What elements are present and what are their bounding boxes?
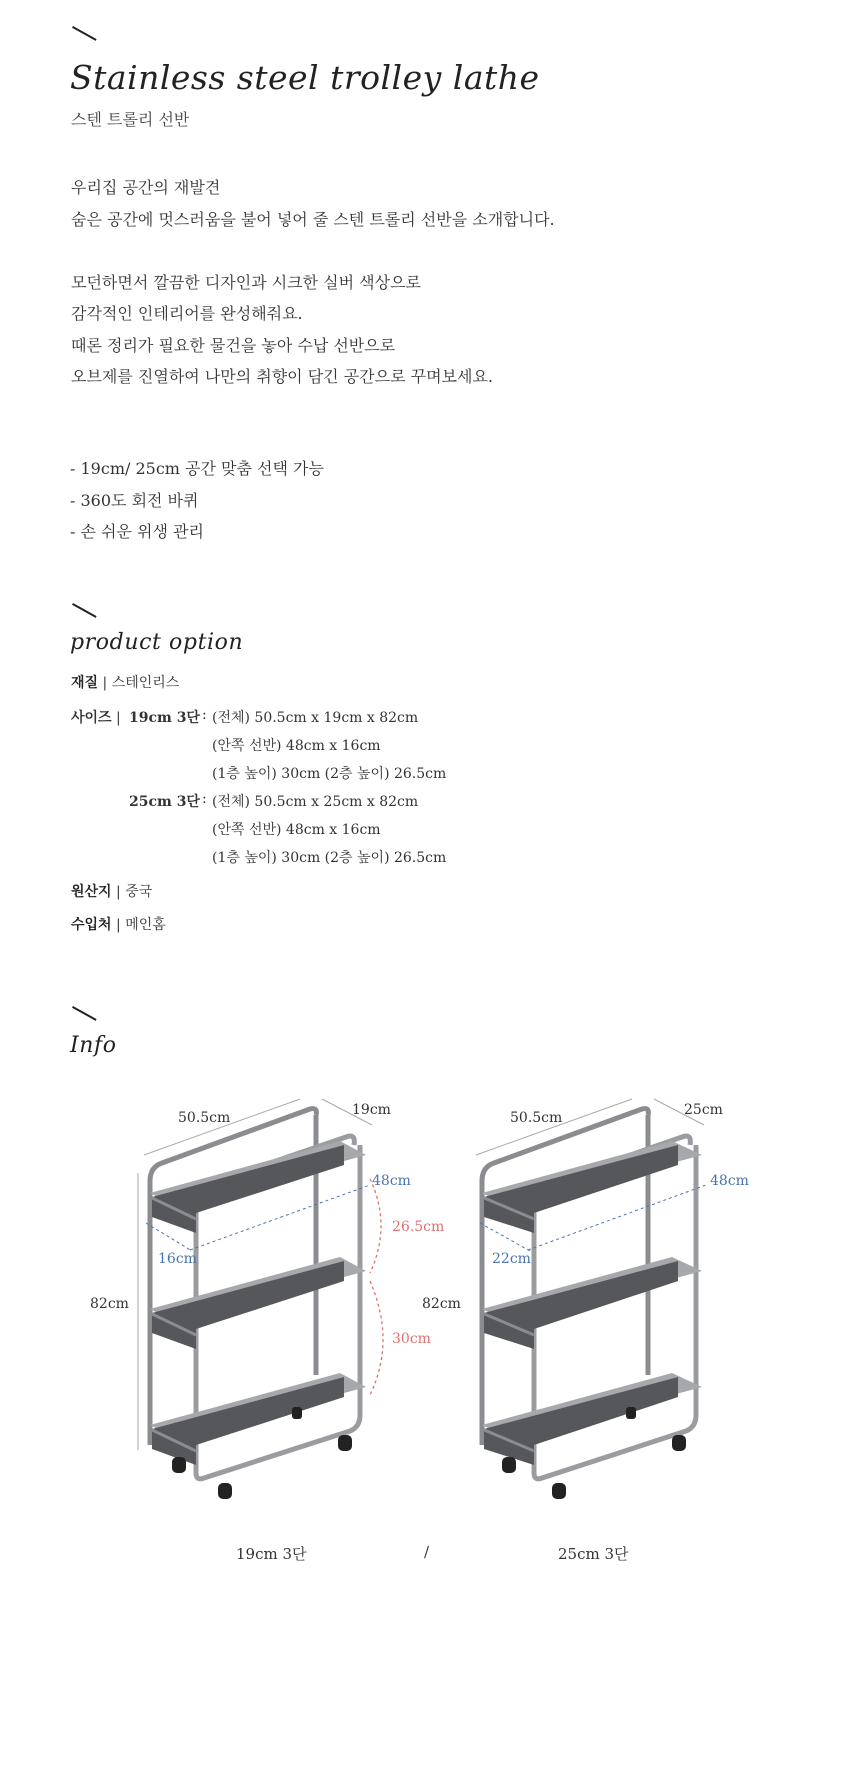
section-slash-mark (72, 26, 97, 41)
caption-25cm: 25cm 3단 (558, 1545, 629, 1563)
right-shelf-depth-label: 22cm (492, 1251, 531, 1267)
left-width-label: 50.5cm (178, 1110, 231, 1126)
right-shelf-width-label: 48cm (710, 1173, 749, 1189)
origin-value: 중국 (125, 884, 153, 900)
size-label-row: 사이즈 | (71, 710, 121, 726)
size-19-line: (1층 높이) 30cm (2층 높이) 26.5cm (212, 766, 447, 782)
caption-19cm: 19cm 3단 (236, 1545, 307, 1563)
right-depth-label: 25cm (684, 1102, 723, 1118)
intro-line: 때론 정리가 필요한 물건을 놓아 수납 선반으로 (71, 335, 396, 355)
caption-separator: / (424, 1543, 430, 1561)
importer-row: 수입처 | 메인홈 (71, 917, 166, 933)
right-height-label: 82cm (422, 1296, 461, 1312)
origin-row: 원산지 | 중국 (71, 884, 153, 900)
feature-item: - 19cm/ 25cm 공간 맞춤 선택 가능 (70, 459, 324, 478)
material-row: 재질 | 스테인리스 (71, 675, 180, 691)
product-title: Stainless steel trolley lathe (70, 58, 540, 97)
section-slash-mark (72, 603, 97, 618)
intro-line: 모던하면서 깔끔한 디자인과 시크한 실버 색상으로 (71, 272, 422, 292)
intro-line: 감각적인 인테리어를 완성해줘요. (71, 304, 303, 323)
left-height-label: 82cm (90, 1296, 129, 1312)
importer-value: 메인홈 (125, 917, 166, 933)
trolley-25cm-illustration (476, 1099, 706, 1499)
size-name-25: 25cm 3단 (129, 794, 200, 810)
material-label: 재질 (71, 675, 99, 691)
intro-line: 오브제를 진열하여 나만의 취향이 담긴 공간으로 꾸며보세요. (71, 367, 494, 386)
intro-line: 우리집 공간의 재발견 (71, 178, 221, 197)
trolley-19cm-illustration (138, 1099, 383, 1499)
left-depth-label: 19cm (352, 1102, 391, 1118)
feature-item: - 손 쉬운 위생 관리 (70, 522, 204, 541)
size-19-line: (안쪽 선반) 48cm x 16cm (212, 738, 381, 754)
size-25-line: (1층 높이) 30cm (2층 높이) 26.5cm (212, 850, 447, 866)
size-name-19: 19cm 3단 (129, 710, 200, 726)
feature-item: - 360도 회전 바퀴 (70, 490, 199, 510)
option-title: product option (70, 630, 244, 655)
intro-description (71, 172, 555, 393)
feature-list (70, 453, 324, 548)
size-25-line: (전체) 50.5cm x 25cm x 82cm (212, 794, 419, 810)
size-label: 사이즈 (71, 710, 112, 726)
left-lower-gap-label: 30cm (392, 1331, 431, 1347)
section-slash-mark (72, 1006, 97, 1021)
left-upper-gap-label: 26.5cm (392, 1219, 445, 1235)
intro-line: 숨은 공간에 멋스러움을 불어 넣어 줄 스텐 트롤리 선반을 소개합니다. (71, 209, 555, 229)
dimension-diagram (0, 1085, 860, 1525)
product-subtitle: 스텐 트롤리 선반 (71, 110, 190, 129)
size-25-line: (안쪽 선반) 48cm x 16cm (212, 822, 381, 838)
info-title: Info (70, 1033, 117, 1058)
left-shelf-width-label: 48cm (372, 1173, 411, 1189)
importer-label: 수입처 (71, 917, 112, 933)
left-shelf-depth-label: 16cm (158, 1251, 197, 1267)
size-19-line: (전체) 50.5cm x 19cm x 82cm (212, 710, 419, 726)
origin-label: 원산지 (71, 884, 112, 900)
material-value: 스테인리스 (111, 675, 180, 691)
right-width-label: 50.5cm (510, 1110, 563, 1126)
